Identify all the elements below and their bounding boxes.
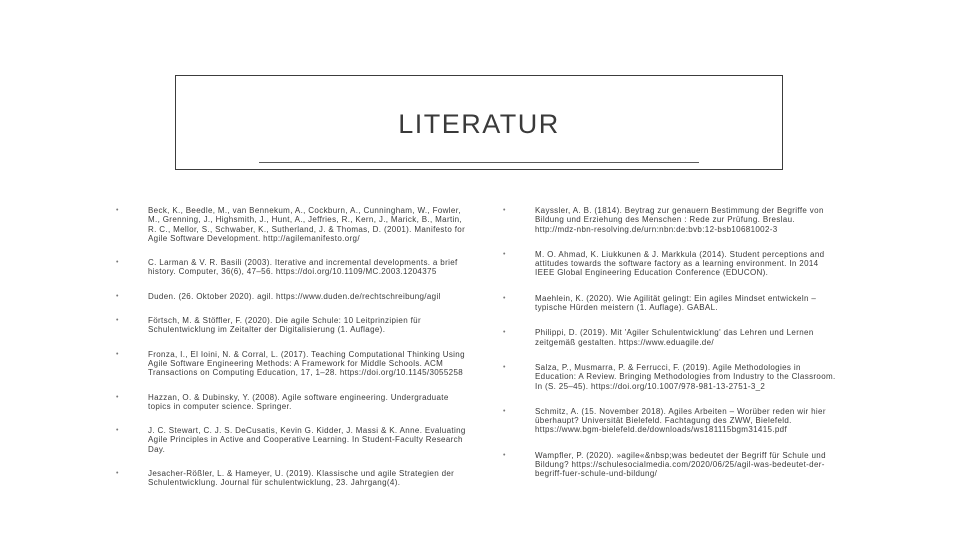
reference-text: J. C. Stewart, C. J. S. DeCusatis, Kevin G. Kidder, J. Massi & K. Anne. Evaluating Agile Principles in Active and Cooperative Learning. In Student-Faculty Research Day.	[148, 426, 466, 454]
reference-text: Hazzan, O. & Dubinsky, Y. (2008). Agile software engineering. Undergraduate topics in computer science. Springer.	[148, 392, 449, 411]
reference-item	[116, 206, 466, 243]
bullet-icon: •	[503, 250, 506, 258]
reference-item	[503, 250, 838, 278]
references-right-list	[503, 206, 838, 479]
bullet-icon: •	[503, 294, 506, 302]
reference-item	[116, 393, 466, 412]
bullet-icon: •	[116, 292, 119, 300]
reference-text: Kayssler, A. B. (1814). Beytrag zur genauern Bestimmung der Begriffe von Bildung und Erziehung des Menschen : Rede zur Prüfung. Breslau. http://mdz-nbn-resolving.de/urn:nbn:de:bvb:12-bsb10681002-3	[535, 206, 824, 234]
bullet-icon: •	[116, 470, 119, 478]
bullet-icon: •	[116, 207, 119, 214]
reference-text: Schmitz, A. (15. November 2018). Agiles Arbeiten – Worüber reden wir hier überhaupt? Universität Bielefeld. Fachtagung des ZWW, Bielefeld. https://www.bgm-bielefeld.de/downloads/ws181115bgm31415.pdf	[535, 406, 826, 435]
bullet-icon: •	[503, 329, 506, 337]
bullet-icon: •	[116, 317, 119, 325]
reference-item	[503, 363, 838, 391]
bullet-icon: •	[503, 363, 506, 371]
bullet-icon: •	[116, 393, 119, 401]
reference-text: Jesacher-Rößler, L. & Hameyer, U. (2019). Klassische und agile Strategien der Schulentwicklung. Journal für schulentwicklung, 23. Jahrgang(4).	[148, 469, 455, 488]
reference-item	[503, 451, 838, 479]
reference-text: Philippi, D. (2019). Mit 'Agiler Schulentwicklung' das Lehren und Lernen zeitgemäß gestalten. https://www.eduagile.de/	[535, 328, 814, 347]
title-box	[175, 75, 783, 170]
bullet-icon: •	[116, 259, 119, 267]
references-left-column	[116, 206, 466, 503]
reference-item	[116, 292, 466, 301]
reference-item	[503, 206, 838, 234]
reference-item	[503, 294, 838, 313]
bullet-icon: •	[503, 407, 506, 415]
reference-text: Duden. (26. Oktober 2020). agil. https://www.duden.de/rechtschreibung/agil	[148, 291, 441, 301]
reference-text: Fronza, I., El Ioini, N. & Corral, L. (2017). Teaching Computational Thinking Using Agile Software Engineering Methods: A Framework for Middle Schools. ACM Transactions on Computing Education, 17, 1–28. https://doi.org/10.1145/3055258	[148, 349, 465, 378]
slide-title: LITERATUR	[398, 109, 560, 139]
reference-text: Salza, P., Musmarra, P. & Ferrucci, F. (2019). Agile Methodologies in Education: A Review. Bringing Methodologies from Industry to the Classroom. In (S. 25–45). https://doi.org/10.1007/978-981-13-2751-3_2	[535, 362, 836, 391]
bullet-icon: •	[116, 427, 119, 435]
reference-item	[116, 258, 466, 277]
reference-item	[503, 328, 838, 347]
reference-text: C. Larman & V. R. Basili (2003). Iterative and incremental developments. a brief history. Computer, 36(6), 47–56. https://doi.org/10.1109/MC.2003.1204375	[148, 258, 458, 277]
reference-item	[116, 469, 466, 488]
reference-text: Beck, K., Beedle, M., van Bennekum, A., Cockburn, A., Cunningham, W., Fowler, M., Grenning, J., Highsmith, J., Hunt, A., Jeffries, R., Kern, J., Marick, B., Martin, R. C., Mellor, S., Schwaber, K., Sutherland, J. & Thomas, D. (2001). Manifesto for Agile Software Development. http://agilemanifesto.org/	[148, 206, 466, 243]
reference-item	[116, 316, 466, 335]
references-left-list	[116, 206, 466, 488]
title-underline	[259, 162, 699, 163]
reference-item	[116, 426, 466, 454]
reference-text: Wampfler, P. (2020). »agile«&nbsp;was bedeutet der Begriff für Schule und Bildung? https://schulesocialmedia.com/2020/06/25/agil-was-bedeutet-der-begriff-fuer-schule-und-bildung/	[535, 450, 826, 479]
reference-text: Förtsch, M. & Stöffler, F. (2020). Die agile Schule: 10 Leitprinzipien für Schulentwicklung im Zeitalter der Digitalisierung (1. Auflage).	[148, 316, 421, 335]
bullet-icon: •	[503, 207, 506, 214]
reference-text: M. O. Ahmad, K. Liukkunen & J. Markkula (2014). Student perceptions and attitudes towards the software factory as a learning environment. In 2014 IEEE Global Engineering Education Conference (EDUCON).	[535, 249, 825, 278]
reference-item	[116, 350, 466, 378]
reference-text: Maehlein, K. (2020). Wie Agilität gelingt: Ein agiles Mindset entwickeln – typische Hürden meistern (1. Auflage). GABAL.	[535, 293, 817, 313]
reference-item	[503, 407, 838, 435]
references-right-column	[503, 206, 838, 495]
bullet-icon: •	[116, 350, 119, 358]
bullet-icon: •	[503, 451, 506, 459]
